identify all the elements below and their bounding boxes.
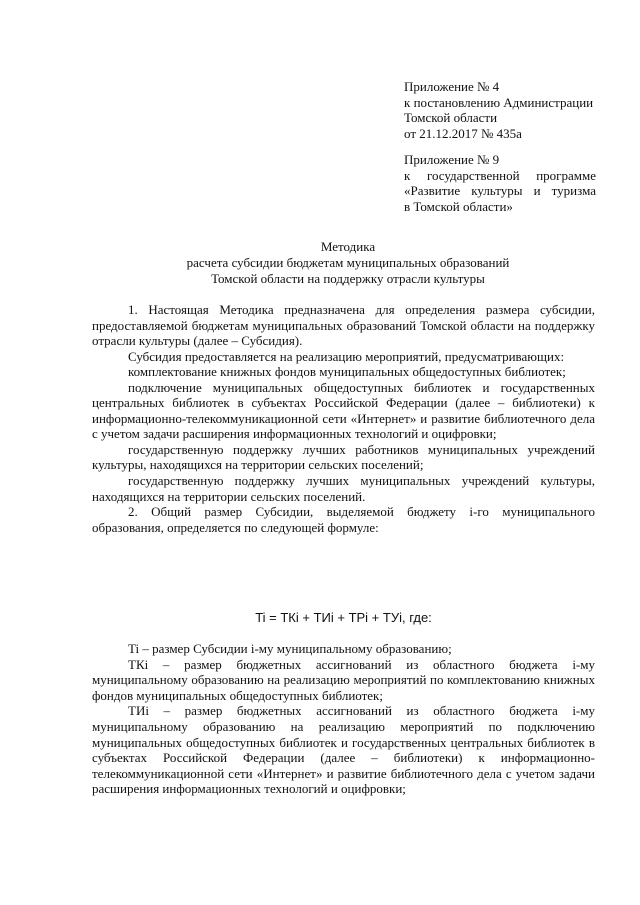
definition-2: ТКi – размер бюджетных ассигнований из областного бюджета i-му муниципальному образованию на реализацию мероприятий по комплектованию книжных фондов муниципальных общедоступных библиотек; [92,656,595,703]
paragraph-7: 2. Общий размер Субсидии, выделяемой бюджету i-го муниципального образования, определяется по следующей формуле: [92,504,595,535]
definition-3: ТИi – размер бюджетных ассигнований из областного бюджета i-му муниципальному образованию на реализацию мероприятий по подключению муниципальных общедоступных библиотек и государственных центральных библиотек в субъектах Российской Федерации (далее – библиотеки) к информационно-телекоммуникационной сети «Интернет» и развитие библиотечного дела с учетом задачи расширения информационных технологий и оцифровки; [92,703,595,797]
attachment-block-2 [404,152,596,215]
attachment-1-line-3: Томской области [404,110,498,126]
paragraph-6: государственную поддержку лучших муниципальных учреждений культуры, находящихся на территории сельских поселений. [92,473,595,504]
paragraph-5: государственную поддержку лучших работников муниципальных учреждений культуры, находящихся на территории сельских поселений; [92,441,595,473]
attachment-2-line-4: в Томской области» [404,199,513,215]
formula: Ti = ТКi + ТИi + ТРi + ТУi, где: [255,610,432,625]
attachment-1-line-1: Приложение № 4 [404,79,500,94]
definitions-list [92,641,595,797]
title-line-3: Томской области на поддержку отрасли культуры [211,270,485,286]
paragraph-1: 1. Настоящая Методика предназначена для определения размера субсидии, предоставляемой бюджетам муниципальных образований Томской области на поддержку отрасли культуры (далее – Субсидия). [92,302,595,349]
paragraph-2: Субсидия предоставляется на реализацию мероприятий, предусматривающих: [128,348,565,364]
definition-1: Ti – размер Субсидии i-му муниципальному образованию; [128,641,452,656]
document-title [100,239,596,286]
attachment-2-line-2: к государственной программе [404,167,596,183]
attachment-2-line-1: Приложение № 9 [404,152,500,167]
title-line-2: расчета субсидии бюджетам муниципальных образований [186,254,510,270]
attachment-block-1 [404,79,596,142]
paragraph-3: комплектование книжных фондов муниципальных общедоступных библиотек; [128,364,566,380]
title-line-1: Методика [320,239,376,254]
attachment-1-line-2: к постановлению Администрации [404,94,594,110]
attachment-2-line-3: «Развитие культуры и туризма [404,183,596,199]
document-body [92,302,595,535]
paragraph-4: подключение муниципальных общедоступных библиотек и государственных центральных библиотек в субъектах Российской Федерации (далее – библиотеки) к информационно-телекоммуникационной сети «Интернет» и развитие библиотечного дела с учетом задачи расширения информационных технологий и оцифровки; [92,379,595,442]
attachment-1-line-4: от 21.12.2017 № 435а [404,126,522,142]
